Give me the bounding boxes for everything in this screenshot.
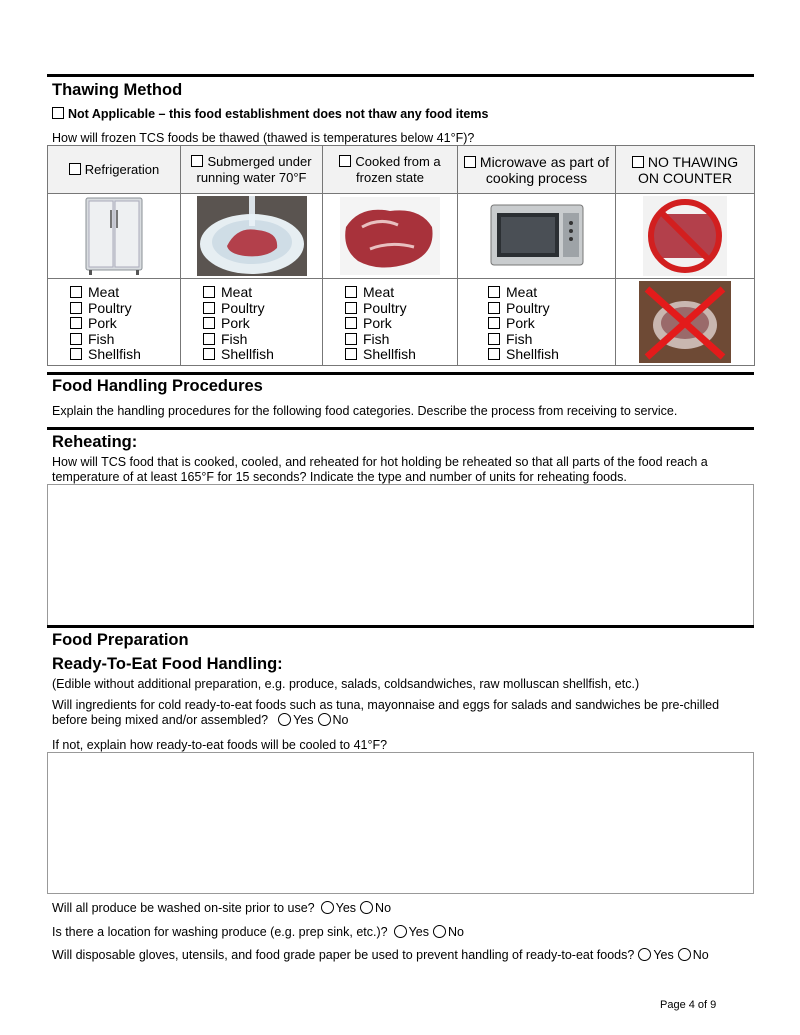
prep-title: Food Preparation xyxy=(52,631,189,649)
list-item xyxy=(203,285,322,301)
checkbox[interactable] xyxy=(70,317,82,329)
food-label: Fish xyxy=(363,330,390,347)
food-label: Pork xyxy=(88,315,117,331)
list-item xyxy=(345,301,457,317)
reheating-question-line1: How will TCS food that is cooked, cooled, and reheated for hot holding be reheated so that all parts of the food reach a xyxy=(52,455,708,469)
food-label: Fish xyxy=(221,330,248,347)
checkbox[interactable] xyxy=(203,286,215,298)
food-label: Meat xyxy=(221,284,253,300)
microwave-label-2: cooking process xyxy=(485,169,588,186)
list-item xyxy=(203,316,322,332)
section-rule xyxy=(47,427,754,430)
refrigerator-image xyxy=(48,194,181,279)
thawing-checklist-row xyxy=(48,279,755,366)
microwave-label: Microwave as part of xyxy=(479,153,610,170)
checkbox[interactable] xyxy=(488,302,500,314)
q3-no-radio[interactable] xyxy=(360,901,373,914)
q1-line2: before being mixed and/or assembled? xyxy=(52,713,269,727)
no-label: No xyxy=(332,713,349,727)
yes-label: Yes xyxy=(293,713,314,727)
list-item xyxy=(70,347,180,363)
list-item xyxy=(345,316,457,332)
list-item xyxy=(203,301,322,317)
yes-label: Yes xyxy=(653,948,674,962)
cooked-frozen-food-list xyxy=(323,279,458,366)
page-number: Page 4 of 9 xyxy=(660,999,717,1011)
q4-no-radio[interactable] xyxy=(433,925,446,938)
microwave-icon xyxy=(489,201,585,271)
col-submerged xyxy=(181,146,323,194)
q3-text: Will all produce be washed on-site prior to use? xyxy=(52,901,315,915)
no-label: No xyxy=(448,925,464,939)
q4-yes-radio[interactable] xyxy=(394,925,407,938)
list-item xyxy=(488,316,615,332)
crossed-out-meat-icon xyxy=(639,281,731,363)
checkbox[interactable] xyxy=(70,286,82,298)
list-item xyxy=(345,285,457,301)
checkbox[interactable] xyxy=(203,317,215,329)
submerged-image xyxy=(181,194,323,279)
list-item xyxy=(345,332,457,348)
rte-cooling-answer-field[interactable] xyxy=(47,752,754,894)
checkbox[interactable] xyxy=(345,333,357,345)
handling-intro: Explain the handling procedures for the following food categories. Describe the process from receiving to service. xyxy=(52,404,678,418)
food-label: Shellfish xyxy=(88,346,141,362)
thawing-header-row xyxy=(48,146,755,194)
q5-row xyxy=(52,948,709,963)
no-label: No xyxy=(692,948,709,962)
no-label: No xyxy=(375,901,392,915)
list-item xyxy=(203,347,322,363)
q5-text: Will disposable gloves, utensils, and food grade paper be used to prevent handling of ready-to-eat foods? xyxy=(52,948,635,962)
rte-subtitle: Ready-To-Eat Food Handling: xyxy=(52,655,283,673)
list-item xyxy=(203,332,322,348)
checkbox[interactable] xyxy=(488,317,500,329)
q4-row xyxy=(52,925,464,940)
section-rule xyxy=(47,625,754,628)
list-item xyxy=(70,285,180,301)
cooked-frozen-label-2: frozen state xyxy=(356,169,424,185)
no-thaw-counter-image xyxy=(616,194,755,279)
rte-note: (Edible without additional preparation, e.g. produce, salads, coldsandwiches, raw molluscan shellfish, etc.) xyxy=(52,677,640,691)
reheating-answer-field[interactable] xyxy=(47,484,754,626)
checkbox[interactable] xyxy=(488,286,500,298)
checkbox[interactable] xyxy=(70,333,82,345)
col-microwave xyxy=(458,146,616,194)
checkbox[interactable] xyxy=(203,302,215,314)
microwave-checkbox[interactable] xyxy=(464,156,476,168)
submerged-label: Submerged under xyxy=(207,153,312,169)
q1-line1: Will ingredients for cold ready-to-eat foods such as tuna, mayonnaise and eggs for salads and sandwiches be pre-chilled xyxy=(52,698,720,712)
microwave-image xyxy=(458,194,616,279)
yes-label: Yes xyxy=(335,901,357,915)
food-label: Meat xyxy=(363,284,395,300)
cooked-frozen-checkbox[interactable] xyxy=(339,155,351,167)
submerged-food-list xyxy=(181,279,323,366)
reheating-title: Reheating: xyxy=(52,433,138,451)
food-label: Fish xyxy=(506,330,533,347)
thawing-image-row xyxy=(48,194,755,279)
counter-thaw-image xyxy=(616,279,755,366)
q2-text: If not, explain how ready-to-eat foods will be cooled to 41°F? xyxy=(52,738,388,752)
no-thawing-label: NO THAWING xyxy=(647,153,739,170)
checkbox[interactable] xyxy=(70,348,82,360)
food-label: Fish xyxy=(88,330,115,347)
food-label: Meat xyxy=(506,284,538,300)
refrigeration-checkbox[interactable] xyxy=(69,163,81,175)
not-applicable-label: Not Applicable – this food establishment does not thaw any food items xyxy=(68,107,489,121)
q3-yes-radio[interactable] xyxy=(321,901,334,914)
cooked-frozen-label: Cooked from a xyxy=(355,153,441,169)
checkbox[interactable] xyxy=(70,302,82,314)
refrigeration-food-list xyxy=(48,279,181,366)
frozen-meat-icon xyxy=(340,197,440,275)
q3-row xyxy=(52,901,391,916)
food-label: Poultry xyxy=(363,299,407,316)
checkbox[interactable] xyxy=(203,348,215,360)
thawing-question: How will frozen TCS foods be thawed (thawed is temperatures below 41°F)? xyxy=(52,131,475,145)
list-item xyxy=(70,332,180,348)
food-label: Pork xyxy=(506,315,535,331)
refrigerator-icon xyxy=(83,196,145,276)
section-rule xyxy=(47,74,754,77)
food-label: Shellfish xyxy=(363,346,416,362)
no-thawing-label-2: ON COUNTER xyxy=(637,169,733,186)
refrigeration-label: Refrigeration xyxy=(84,161,160,177)
water-bowl-icon xyxy=(197,196,307,276)
handling-title: Food Handling Procedures xyxy=(52,377,263,395)
reheating-question-line2: temperature of at least 165°F for 15 seconds? Indicate the type and number of units for reheating foods. xyxy=(52,470,627,484)
list-item xyxy=(70,301,180,317)
not-applicable-option xyxy=(52,107,488,122)
thawing-table xyxy=(47,145,755,366)
q1-no-radio[interactable] xyxy=(318,713,331,726)
food-label: Shellfish xyxy=(221,346,274,362)
submerged-checkbox[interactable] xyxy=(191,155,203,167)
list-item xyxy=(488,332,615,348)
food-label: Poultry xyxy=(506,299,550,316)
checkbox[interactable] xyxy=(345,317,357,329)
frozen-meat-image xyxy=(323,194,458,279)
food-label: Meat xyxy=(88,284,120,300)
q5-no-radio[interactable] xyxy=(678,948,691,961)
list-item xyxy=(488,285,615,301)
section-rule xyxy=(47,372,754,375)
q1-yes-radio[interactable] xyxy=(278,713,291,726)
not-applicable-checkbox[interactable] xyxy=(52,107,64,119)
list-item xyxy=(70,316,180,332)
q4-text: Is there a location for washing produce (e.g. prep sink, etc.)? xyxy=(52,925,388,939)
q5-yes-radio[interactable] xyxy=(638,948,651,961)
list-item xyxy=(488,301,615,317)
col-cooked-frozen xyxy=(323,146,458,194)
checkbox[interactable] xyxy=(488,333,500,345)
prohibited-meat-icon xyxy=(643,196,727,276)
list-item xyxy=(345,347,457,363)
checkbox[interactable] xyxy=(345,348,357,360)
food-label: Poultry xyxy=(88,299,132,316)
food-label: Shellfish xyxy=(506,346,559,362)
submerged-label-2: running water 70°F xyxy=(196,169,307,185)
yes-label: Yes xyxy=(408,925,430,939)
food-label: Pork xyxy=(221,315,250,331)
list-item xyxy=(488,347,615,363)
food-label: Poultry xyxy=(221,299,265,316)
no-thawing-checkbox[interactable] xyxy=(632,156,644,168)
checkbox[interactable] xyxy=(345,286,357,298)
col-no-thawing xyxy=(616,146,755,194)
checkbox[interactable] xyxy=(203,333,215,345)
microwave-food-list xyxy=(458,279,616,366)
q1-line2-row xyxy=(52,713,349,728)
col-refrigeration xyxy=(48,146,181,194)
checkbox[interactable] xyxy=(488,348,500,360)
thawing-title: Thawing Method xyxy=(52,81,183,99)
checkbox[interactable] xyxy=(345,302,357,314)
food-label: Pork xyxy=(363,315,392,331)
